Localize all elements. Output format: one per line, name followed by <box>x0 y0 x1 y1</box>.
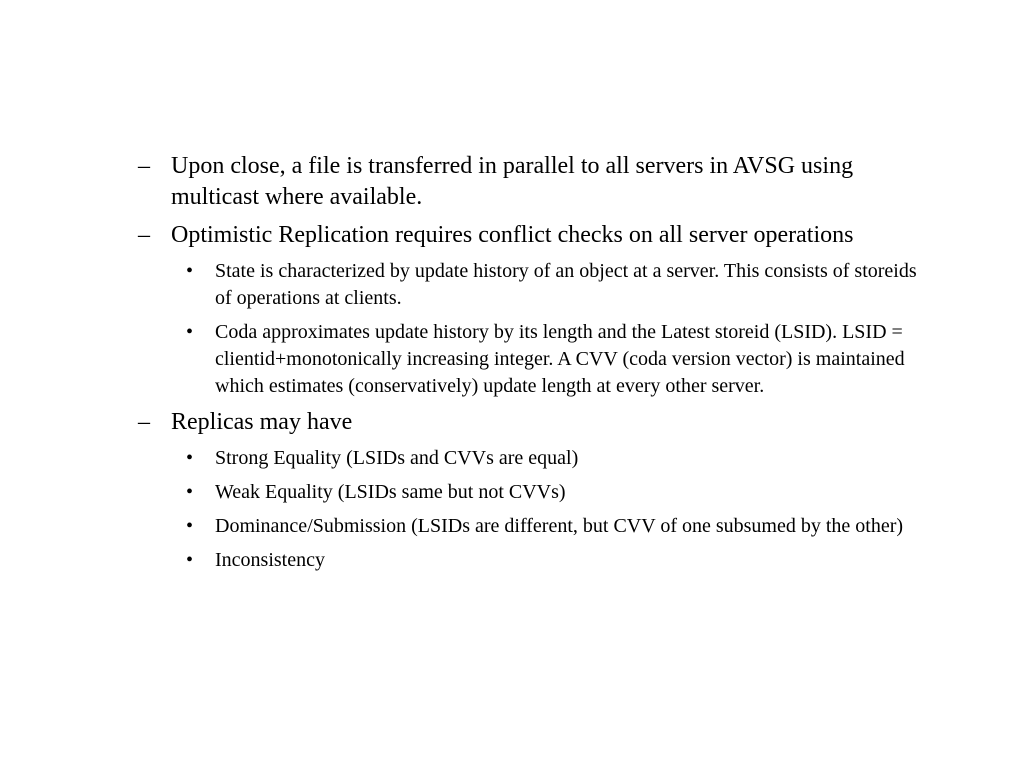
bullet-item <box>138 151 938 213</box>
slide-content <box>138 151 938 581</box>
dot-marker: • <box>186 481 194 503</box>
dot-marker: • <box>186 549 194 571</box>
dot-marker: • <box>186 321 194 343</box>
sub-bullet-text: Inconsistency <box>215 549 325 571</box>
sub-bullet-text: Coda approximates update history by its length and the Latest storeid (LSID). LSID = clientid+monotonically increasing integer. A CVV (coda version vector) is maintained which estimates (conservatively) update length at every other server. <box>215 321 905 397</box>
dot-marker: • <box>186 260 194 282</box>
bullet-item <box>138 407 938 438</box>
sub-bullet-item <box>138 513 938 540</box>
sub-bullet-text: Strong Equality (LSIDs and CVVs are equal) <box>215 447 579 469</box>
dash-marker: – <box>138 409 150 435</box>
sub-bullet-item <box>138 258 938 312</box>
dash-marker: – <box>138 153 150 179</box>
sub-bullet-item <box>138 445 938 472</box>
bullet-text: Optimistic Replication requires conflict checks on all server operations <box>171 222 854 248</box>
sub-bullet-item <box>138 547 938 574</box>
sub-bullet-item <box>138 479 938 506</box>
dot-marker: • <box>186 515 194 537</box>
sub-bullet-text: Weak Equality (LSIDs same but not CVVs) <box>215 481 566 503</box>
dash-marker: – <box>138 222 150 248</box>
bullet-text: Upon close, a file is transferred in parallel to all servers in AVSG using multicast where available. <box>171 153 854 210</box>
sub-bullet-text: Dominance/Submission (LSIDs are different, but CVV of one subsumed by the other) <box>215 515 904 537</box>
dot-marker: • <box>186 447 194 469</box>
sub-bullet-text: State is characterized by update history of an object at a server. This consists of storeids of operations at clients. <box>215 260 917 309</box>
bullet-text: Replicas may have <box>171 409 353 435</box>
bullet-item <box>138 220 938 251</box>
sub-bullet-item <box>138 319 938 400</box>
